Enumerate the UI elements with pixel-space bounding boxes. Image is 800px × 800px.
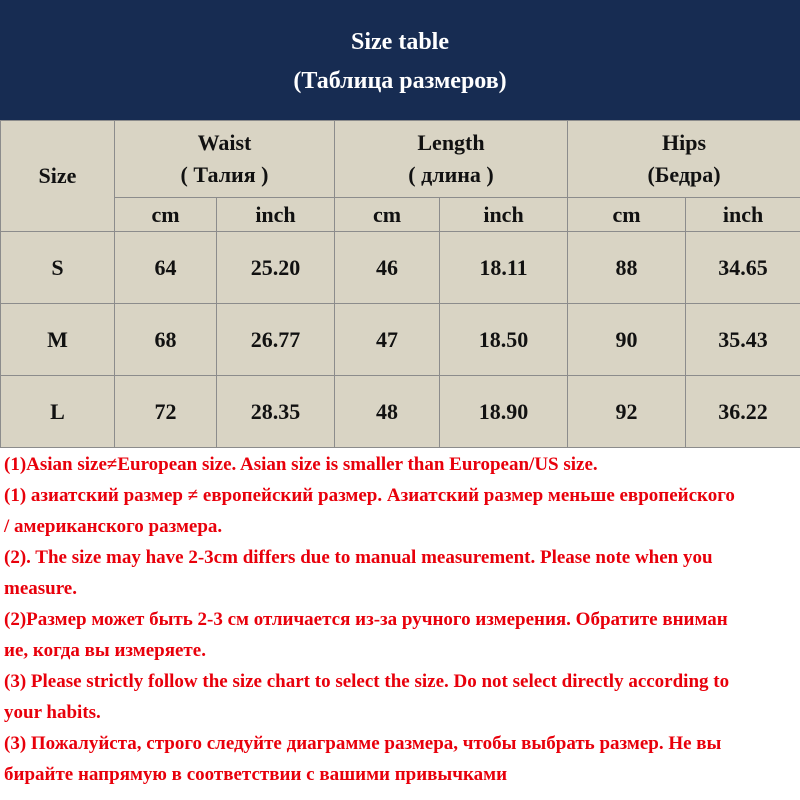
size-table bbox=[0, 120, 800, 448]
note-line: ие, когда вы измеряете. bbox=[4, 640, 206, 661]
value-cell: 68 bbox=[115, 304, 217, 376]
hips-header-ru: (Бедра) bbox=[647, 162, 721, 187]
length-header-ru: ( длина ) bbox=[408, 162, 494, 187]
note-line: / американского размера. bbox=[4, 516, 223, 537]
value-cell: 36.22 bbox=[686, 376, 800, 448]
value-cell: 72 bbox=[115, 376, 217, 448]
value-cell: 18.11 bbox=[440, 232, 568, 304]
value-cell: 46 bbox=[335, 232, 440, 304]
size-cell: L bbox=[1, 376, 115, 448]
note-line: (1) азиатский размер ≠ европейский размер. Азиатский размер меньше европейского bbox=[4, 485, 735, 506]
note-line: бирайте напрямую в соответствии с вашими привычками bbox=[4, 764, 508, 785]
value-cell: 92 bbox=[568, 376, 686, 448]
waist-header-ru: ( Талия ) bbox=[180, 162, 269, 187]
note-line: (1)Asian size≠European size. Asian size is smaller than European/US size. bbox=[4, 454, 598, 475]
value-cell: 34.65 bbox=[686, 232, 800, 304]
note-line: (3) Please strictly follow the size chart to select the size. Do not select directly according to bbox=[4, 671, 730, 692]
value-cell: 18.50 bbox=[440, 304, 568, 376]
hips-header bbox=[568, 121, 800, 198]
hips-header-en: Hips bbox=[662, 130, 707, 155]
header-subtitle: (Таблица размеров) bbox=[293, 68, 507, 94]
note-line: your habits. bbox=[4, 702, 101, 723]
size-notes bbox=[0, 449, 800, 800]
value-cell: 90 bbox=[568, 304, 686, 376]
size-cell: M bbox=[1, 304, 115, 376]
value-cell: 88 bbox=[568, 232, 686, 304]
size-cell: S bbox=[1, 232, 115, 304]
note-line: measure. bbox=[4, 578, 77, 599]
unit-header: inch bbox=[217, 198, 335, 232]
note-line: (3) Пожалуйста, строго следуйте диаграмме размера, чтобы выбрать размер. Не вы bbox=[4, 733, 722, 754]
size-table-panel bbox=[0, 120, 800, 448]
unit-header: cm bbox=[568, 198, 686, 232]
waist-header bbox=[115, 121, 335, 198]
length-header-en: Length bbox=[417, 130, 485, 155]
value-cell: 64 bbox=[115, 232, 217, 304]
units-row bbox=[1, 198, 800, 232]
value-cell: 48 bbox=[335, 376, 440, 448]
value-cell: 18.90 bbox=[440, 376, 568, 448]
length-header bbox=[335, 121, 568, 198]
unit-header: cm bbox=[335, 198, 440, 232]
table-row bbox=[1, 304, 800, 376]
size-column-header: Size bbox=[1, 121, 115, 232]
size-table-header bbox=[0, 0, 800, 120]
unit-header: inch bbox=[686, 198, 800, 232]
value-cell: 25.20 bbox=[217, 232, 335, 304]
unit-header: inch bbox=[440, 198, 568, 232]
note-line: (2). The size may have 2-3cm differs due to manual measurement. Please note when you bbox=[4, 547, 713, 568]
table-row bbox=[1, 232, 800, 304]
header-title: Size table bbox=[351, 29, 449, 55]
table-row bbox=[1, 376, 800, 448]
value-cell: 47 bbox=[335, 304, 440, 376]
value-cell: 26.77 bbox=[217, 304, 335, 376]
value-cell: 28.35 bbox=[217, 376, 335, 448]
note-line: (2)Размер может быть 2-3 см отличается из-за ручного измерения. Обратите вниман bbox=[4, 609, 728, 630]
unit-header: cm bbox=[115, 198, 217, 232]
value-cell: 35.43 bbox=[686, 304, 800, 376]
waist-header-en: Waist bbox=[197, 130, 252, 155]
table-header-row bbox=[1, 121, 800, 198]
